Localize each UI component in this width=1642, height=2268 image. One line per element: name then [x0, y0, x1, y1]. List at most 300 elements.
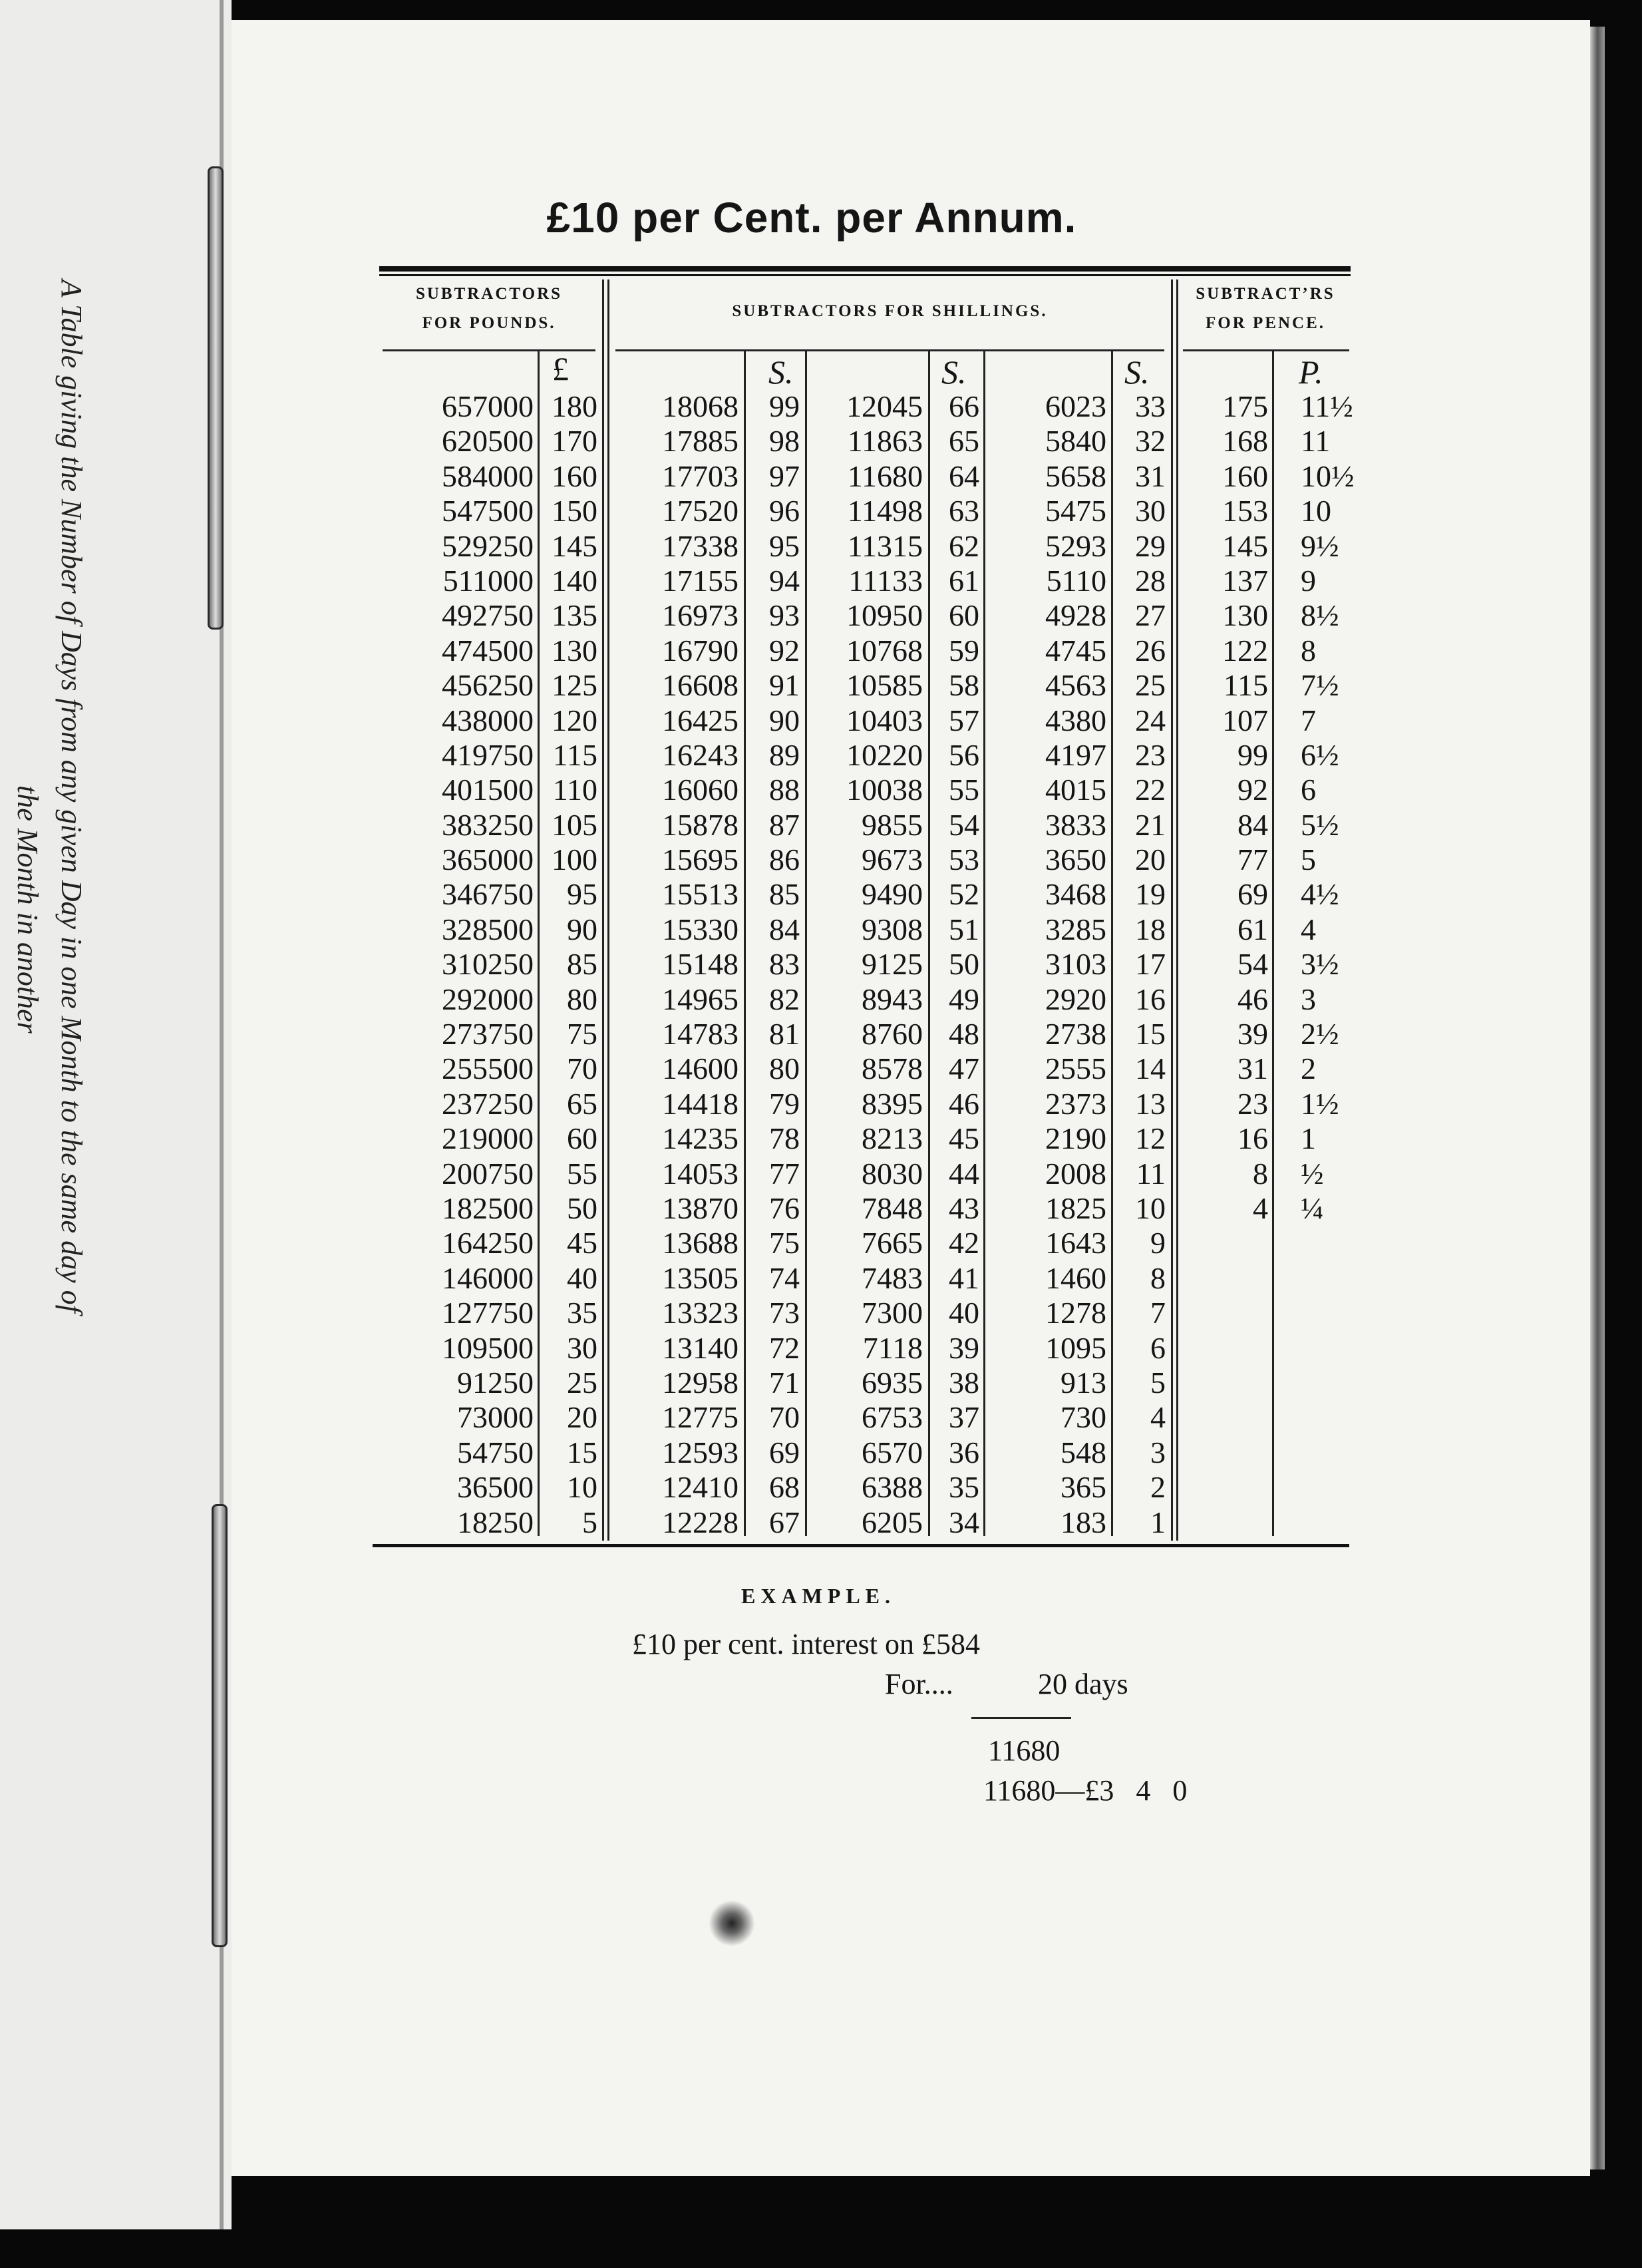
side-caption-line-2: the Month in another	[11, 785, 44, 1034]
pounds-amounts-cell: 25	[567, 1365, 597, 1400]
pounds-amounts-cell: 60	[567, 1121, 597, 1156]
pounds-subtractors-cell: 54750	[457, 1435, 534, 1469]
example-line-3: 11680	[988, 1734, 1061, 1767]
pence-subtractors-cell: 168	[1222, 424, 1268, 459]
shillings-2-amounts-cell: 65	[949, 424, 979, 459]
shillings-2-amounts-cell: 60	[949, 598, 979, 633]
shillings-2-subtractors-cell: 7483	[862, 1260, 923, 1295]
shillings-3-amounts-cell: 7	[1150, 1296, 1166, 1330]
shillings-3-amounts-cell: 33	[1135, 389, 1166, 423]
binding-stitch-upper	[208, 166, 224, 630]
pounds-amounts-cell: 150	[552, 494, 597, 528]
pence-amounts-cell: 10½	[1301, 459, 1355, 493]
pounds-amounts-cell: 110	[552, 773, 597, 807]
header-pence-line-1: SUBTRACT’RS	[1196, 285, 1335, 303]
pence-amounts-cell: 6	[1301, 773, 1316, 807]
shillings-3-subtractors-cell: 2738	[1045, 1017, 1106, 1051]
shillings-3-subtractors-cell: 3468	[1045, 877, 1106, 912]
shillings-3-amounts-cell: 18	[1135, 912, 1166, 946]
pence-subtractors-cell: 16	[1237, 1121, 1268, 1156]
shillings-2-subtractors-cell: 11498	[847, 494, 923, 528]
pence-amounts-cell: 8½	[1301, 598, 1339, 633]
shillings-2-amounts-cell: 61	[949, 563, 979, 598]
pounds-amounts-cell: 140	[552, 563, 597, 598]
shillings-3-amounts-cell: 3	[1150, 1435, 1166, 1469]
shillings-1-subtractors-cell: 16425	[662, 703, 739, 737]
pounds-subtractors-cell: 273750	[442, 1017, 534, 1051]
shillings-3-subtractors-cell: 5658	[1045, 459, 1106, 493]
shillings-2-subtractors-cell: 6570	[862, 1435, 923, 1469]
shillings-3-amounts-cell: 30	[1135, 494, 1166, 528]
table-bottom-rule	[373, 1544, 1349, 1547]
pounds-amounts-cell: 120	[552, 703, 597, 737]
pence-subtractors-cell: 39	[1237, 1017, 1268, 1051]
pounds-subtractors-cell: 529250	[442, 528, 534, 563]
pounds-amounts-cell: 10	[567, 1470, 597, 1505]
shillings-2-subtractors-cell: 8395	[862, 1086, 923, 1121]
shillings-3-subtractors-cell: 4015	[1045, 773, 1106, 807]
pounds-subtractors-cell: 346750	[442, 877, 534, 912]
shillings-1-subtractors-cell: 13140	[662, 1330, 739, 1365]
shillings-3-subtractors-cell: 5110	[1046, 563, 1106, 598]
divider-shillings-3-inner	[1111, 351, 1113, 1536]
shillings-2-subtractors-cell: 10768	[846, 633, 923, 667]
shillings-2-subtractor-column	[808, 389, 923, 1540]
shillings-3-subtractors-cell: 2008	[1045, 1156, 1106, 1191]
pence-amounts-cell: 8	[1301, 633, 1316, 667]
shillings-3-amounts-cell: 22	[1135, 773, 1166, 807]
pence-amounts-cell: 4	[1301, 912, 1316, 946]
shillings-2-amounts-cell: 48	[949, 1017, 979, 1051]
shillings-3-amounts-cell: 14	[1135, 1051, 1166, 1086]
shillings-2-subtractors-cell: 7848	[862, 1191, 923, 1225]
shillings-1-subtractors-cell: 12228	[662, 1505, 739, 1539]
shillings-3-subtractors-cell: 1643	[1045, 1226, 1106, 1260]
header-pounds-line-1: SUBTRACTORS	[415, 285, 563, 303]
shillings-2-amounts-cell: 37	[949, 1400, 979, 1435]
shillings-1-subtractors-cell: 12958	[662, 1365, 739, 1400]
pence-amounts-cell: 1	[1301, 1121, 1316, 1156]
pence-amounts-cell: 10	[1301, 494, 1331, 528]
shillings-2-amounts-cell: 49	[949, 982, 979, 1016]
pounds-amounts-cell: 170	[552, 424, 597, 459]
shillings-2-subtractors-cell: 11863	[847, 424, 923, 459]
pence-subtractors-cell: 160	[1222, 459, 1268, 493]
shillings-3-amounts-cell: 1	[1150, 1505, 1166, 1539]
shillings-2-amounts-cell: 53	[949, 843, 979, 877]
pounds-amounts-cell: 80	[567, 982, 597, 1016]
shillings-1-amounts-cell: 74	[769, 1260, 800, 1295]
pounds-amounts-cell: 125	[552, 668, 597, 703]
shillings-2-amounts-cell: 55	[949, 773, 979, 807]
shillings-2-subtractors-cell: 7665	[862, 1226, 923, 1260]
shillings-3-subtractors-cell: 183	[1061, 1505, 1106, 1539]
pounds-subtractors-cell: 310250	[442, 947, 534, 982]
pence-subtractors-cell: 145	[1222, 528, 1268, 563]
shillings-2-subtractors-cell: 9125	[862, 947, 923, 982]
shillings-2-subtractors-cell: 9308	[862, 912, 923, 946]
shillings-1-amounts-cell: 83	[769, 947, 800, 982]
shillings-2-amounts-cell: 43	[949, 1191, 979, 1225]
shillings-1-subtractors-cell: 18068	[662, 389, 739, 423]
example-for-label: For....	[885, 1668, 953, 1700]
pounds-subtractors-cell: 474500	[442, 633, 534, 667]
shillings-3-subtractors-cell: 4380	[1045, 703, 1106, 737]
shillings-2-amounts-cell: 44	[949, 1156, 979, 1191]
page-edge	[1590, 27, 1605, 2170]
pounds-amounts-cell: 15	[567, 1435, 597, 1469]
shillings-2-subtractors-cell: 7300	[862, 1296, 923, 1330]
shillings-3-amounts-cell: 20	[1135, 843, 1166, 877]
shillings-1-amounts-cell: 70	[769, 1400, 800, 1435]
pence-subtractors-cell: 175	[1222, 389, 1268, 423]
pence-subtractors-cell: 137	[1222, 563, 1268, 598]
shillings-3-subtractors-cell: 3650	[1045, 843, 1106, 877]
pounds-subtractors-cell: 109500	[442, 1330, 534, 1365]
pence-amounts-cell: 9½	[1301, 528, 1339, 563]
shillings-1-subtractors-cell: 14053	[662, 1156, 739, 1191]
shillings-3-amounts-cell: 17	[1135, 947, 1166, 982]
pounds-subtractors-cell: 492750	[442, 598, 534, 633]
pounds-amounts-cell: 20	[567, 1400, 597, 1435]
header-pounds	[383, 280, 595, 338]
side-caption-line-1: A Table giving the Number of Days from any given Day in one Month to the same day of	[55, 280, 88, 1313]
pence-amounts-cell: 3	[1301, 982, 1316, 1016]
unit-shilling-2: S.	[941, 353, 967, 391]
shillings-1-amounts-cell: 93	[769, 598, 800, 633]
shillings-1-amounts-cell: 88	[769, 773, 800, 807]
pence-subtractors-cell: 31	[1237, 1051, 1268, 1086]
shillings-3-amounts-cell: 9	[1150, 1226, 1166, 1260]
shillings-1-subtractors-cell: 12775	[662, 1400, 739, 1435]
shillings-1-amounts-cell: 94	[769, 563, 800, 598]
pence-subtractors-cell: 23	[1237, 1086, 1268, 1121]
pence-subtractors-cell: 130	[1222, 598, 1268, 633]
pounds-amounts-cell: 160	[552, 459, 597, 493]
divider-pounds-shillings-2	[607, 280, 609, 1541]
shillings-3-amounts-cell: 10	[1135, 1191, 1166, 1225]
shillings-3-amounts-cell: 19	[1135, 877, 1166, 912]
shillings-1-subtractors-cell: 16790	[662, 633, 739, 667]
shillings-2-subtractors-cell: 10403	[846, 703, 923, 737]
pence-amounts-cell: 3½	[1301, 947, 1339, 982]
shillings-2-amounts-cell: 57	[949, 703, 979, 737]
shillings-1-amounts-cell: 69	[769, 1435, 800, 1469]
shillings-2-subtractors-cell: 9673	[862, 843, 923, 877]
header-pence-line-2: FOR PENCE.	[1206, 314, 1325, 332]
shillings-3-subtractors-cell: 5840	[1045, 424, 1106, 459]
shillings-3-subtractors-cell: 548	[1061, 1435, 1106, 1469]
pence-amounts-cell: 11½	[1301, 389, 1353, 423]
shillings-3-subtractor-column	[988, 389, 1106, 1540]
pounds-subtractors-cell: 255500	[442, 1051, 534, 1086]
pence-subtractors-cell: 69	[1237, 877, 1268, 912]
shillings-3-subtractors-cell: 4928	[1045, 598, 1106, 633]
pounds-subtractors-cell: 219000	[442, 1121, 534, 1156]
shillings-3-amounts-cell: 2	[1150, 1470, 1166, 1505]
pence-amounts-cell: 5½	[1301, 807, 1339, 842]
pence-subtractors-cell: 84	[1237, 807, 1268, 842]
shillings-3-subtractors-cell: 6023	[1045, 389, 1106, 423]
side-caption	[0, 280, 93, 1597]
pence-amounts-cell: 5	[1301, 843, 1316, 877]
divider-shillings-pence	[1171, 280, 1173, 1541]
shillings-2-amounts-cell: 39	[949, 1330, 979, 1365]
shillings-2-amounts-cell: 64	[949, 459, 979, 493]
example-rule	[971, 1717, 1071, 1719]
shillings-2-amount-column	[930, 389, 979, 1540]
shillings-2-subtractors-cell: 11680	[847, 459, 923, 493]
shillings-3-amounts-cell: 21	[1135, 807, 1166, 842]
shillings-3-amounts-cell: 4	[1150, 1400, 1166, 1435]
shillings-3-amounts-cell: 29	[1135, 528, 1166, 563]
pounds-subtractor-column	[386, 389, 534, 1540]
pounds-amounts-cell: 100	[552, 843, 597, 877]
binding-stitch-lower	[212, 1504, 228, 1947]
divider-shillings-pence-2	[1176, 280, 1178, 1541]
example-days: 20 days	[1038, 1668, 1128, 1700]
shillings-1-subtractors-cell: 17155	[662, 563, 739, 598]
shillings-1-amounts-cell: 84	[769, 912, 800, 946]
shillings-1-amounts-cell: 78	[769, 1121, 800, 1156]
shillings-1-amounts-cell: 90	[769, 703, 800, 737]
pounds-amounts-cell: 145	[552, 528, 597, 563]
shillings-2-subtractors-cell: 6753	[862, 1400, 923, 1435]
shillings-3-amounts-cell: 15	[1135, 1017, 1166, 1051]
shillings-2-amounts-cell: 46	[949, 1086, 979, 1121]
shillings-3-amount-column	[1114, 389, 1166, 1540]
shillings-1-amounts-cell: 85	[769, 877, 800, 912]
shillings-1-amounts-cell: 72	[769, 1330, 800, 1365]
shillings-1-amounts-cell: 81	[769, 1017, 800, 1051]
shillings-1-amounts-cell: 73	[769, 1296, 800, 1330]
shillings-1-subtractors-cell: 17338	[662, 528, 739, 563]
shillings-2-subtractors-cell: 6935	[862, 1365, 923, 1400]
shillings-2-amounts-cell: 62	[949, 528, 979, 563]
pounds-amounts-cell: 50	[567, 1191, 597, 1225]
shillings-1-subtractors-cell: 17520	[662, 494, 739, 528]
pounds-amounts-cell: 85	[567, 947, 597, 982]
shillings-1-subtractors-cell: 15513	[662, 877, 739, 912]
pounds-amounts-cell: 40	[567, 1260, 597, 1295]
shillings-2-subtractors-cell: 8760	[862, 1017, 923, 1051]
pence-subtractors-cell: 54	[1237, 947, 1268, 982]
pounds-subtractors-cell: 620500	[442, 424, 534, 459]
pence-subtractors-cell: 92	[1237, 773, 1268, 807]
pounds-amounts-cell: 180	[552, 389, 597, 423]
pence-subtractors-cell: 46	[1237, 982, 1268, 1016]
pounds-subtractors-cell: 365000	[442, 843, 534, 877]
shillings-2-subtractors-cell: 6205	[862, 1505, 923, 1539]
header-pounds-line-2: FOR POUNDS.	[422, 314, 556, 332]
pounds-amounts-cell: 65	[567, 1086, 597, 1121]
pounds-subtractors-cell: 18250	[457, 1505, 534, 1539]
shillings-2-subtractors-cell: 10950	[846, 598, 923, 633]
pence-subtractors-cell: 122	[1222, 633, 1268, 667]
pounds-subtractors-cell: 383250	[442, 807, 534, 842]
shillings-3-amounts-cell: 25	[1135, 668, 1166, 703]
example-heading: EXAMPLE.	[741, 1584, 896, 1608]
shillings-2-subtractors-cell: 8030	[862, 1156, 923, 1191]
shillings-1-amounts-cell: 89	[769, 737, 800, 772]
shillings-1-subtractors-cell: 16243	[662, 737, 739, 772]
pounds-subtractors-cell: 237250	[442, 1086, 534, 1121]
shillings-3-subtractors-cell: 2190	[1045, 1121, 1106, 1156]
pounds-subtractors-cell: 438000	[442, 703, 534, 737]
shillings-2-subtractors-cell: 8943	[862, 982, 923, 1016]
divider-shillings-1-inner	[744, 351, 746, 1536]
pounds-amounts-cell: 75	[567, 1017, 597, 1051]
shillings-1-subtractors-cell: 14600	[662, 1051, 739, 1086]
shillings-2-subtractors-cell: 7118	[862, 1330, 923, 1365]
shillings-1-subtractors-cell: 14418	[662, 1086, 739, 1121]
unit-shilling-1: S.	[768, 353, 794, 391]
pence-amounts-cell: 7½	[1301, 668, 1339, 703]
shillings-1-subtractors-cell: 16973	[662, 598, 739, 633]
shillings-3-subtractors-cell: 5475	[1045, 494, 1106, 528]
shillings-1-amounts-cell: 76	[769, 1191, 800, 1225]
shillings-2-amounts-cell: 63	[949, 494, 979, 528]
pounds-amounts-cell: 70	[567, 1051, 597, 1086]
pounds-subtractors-cell: 73000	[457, 1400, 534, 1435]
shillings-2-amounts-cell: 54	[949, 807, 979, 842]
pounds-subtractors-cell: 511000	[442, 563, 534, 598]
shillings-2-amounts-cell: 36	[949, 1435, 979, 1469]
shillings-3-subtractors-cell: 3833	[1045, 807, 1106, 842]
shillings-3-subtractors-cell: 913	[1061, 1365, 1106, 1400]
shillings-1-subtractors-cell: 13870	[662, 1191, 739, 1225]
shillings-3-subtractors-cell: 2373	[1045, 1086, 1106, 1121]
shillings-2-subtractors-cell: 12045	[846, 389, 923, 423]
pounds-amounts-cell: 115	[552, 737, 597, 772]
header-rule-pence	[1183, 349, 1349, 351]
pence-amounts-cell: 6½	[1301, 737, 1339, 772]
shillings-2-subtractors-cell: 10585	[846, 668, 923, 703]
shillings-3-amounts-cell: 26	[1135, 633, 1166, 667]
shillings-3-amounts-cell: 31	[1135, 459, 1166, 493]
pence-subtractors-cell: 77	[1237, 843, 1268, 877]
shillings-2-amounts-cell: 56	[949, 737, 979, 772]
pounds-amount-column	[540, 389, 597, 1540]
pounds-subtractors-cell: 657000	[442, 389, 534, 423]
shillings-1-amounts-cell: 97	[769, 459, 800, 493]
pounds-subtractors-cell: 456250	[442, 668, 534, 703]
shillings-3-subtractors-cell: 4197	[1045, 737, 1106, 772]
header-pence	[1179, 280, 1352, 338]
shillings-1-amounts-cell: 98	[769, 424, 800, 459]
pence-amounts-cell: 2½	[1301, 1017, 1339, 1051]
pounds-subtractors-cell: 547500	[442, 494, 534, 528]
shillings-1-subtractors-cell: 14783	[662, 1017, 739, 1051]
shillings-1-subtractors-cell: 13323	[662, 1296, 739, 1330]
shillings-3-amounts-cell: 27	[1135, 598, 1166, 633]
shillings-2-subtractors-cell: 8578	[862, 1051, 923, 1086]
shillings-2-amounts-cell: 51	[949, 912, 979, 946]
pounds-subtractors-cell: 164250	[442, 1226, 534, 1260]
shillings-2-amounts-cell: 52	[949, 877, 979, 912]
pounds-amounts-cell: 95	[567, 877, 597, 912]
shillings-3-subtractors-cell: 4745	[1045, 633, 1106, 667]
pounds-amounts-cell: 30	[567, 1330, 597, 1365]
shillings-3-subtractors-cell: 1095	[1045, 1330, 1106, 1365]
table-top-rule-thin	[379, 274, 1351, 276]
shillings-3-amounts-cell: 5	[1150, 1365, 1166, 1400]
shillings-3-subtractors-cell: 1278	[1045, 1296, 1106, 1330]
shillings-3-amounts-cell: 8	[1150, 1260, 1166, 1295]
shillings-3-amounts-cell: 32	[1135, 424, 1166, 459]
pounds-amounts-cell: 5	[582, 1505, 597, 1539]
shillings-1-subtractor-column	[619, 389, 739, 1540]
ink-blot	[709, 1900, 755, 1947]
pounds-subtractors-cell: 401500	[442, 773, 534, 807]
pence-amounts-cell: 1½	[1301, 1086, 1339, 1121]
shillings-3-amounts-cell: 24	[1135, 703, 1166, 737]
pence-subtractors-cell: 99	[1237, 737, 1268, 772]
shillings-3-amounts-cell: 11	[1136, 1156, 1166, 1191]
pence-subtractors-cell: 4	[1253, 1191, 1268, 1225]
shillings-1-subtractors-cell: 16608	[662, 668, 739, 703]
shillings-2-subtractors-cell: 11315	[847, 528, 923, 563]
shillings-1-amounts-cell: 96	[769, 494, 800, 528]
shillings-3-subtractors-cell: 2555	[1045, 1051, 1106, 1086]
shillings-1-subtractors-cell: 15330	[662, 912, 739, 946]
shillings-1-subtractors-cell: 14235	[662, 1121, 739, 1156]
divider-shillings-1-2	[805, 351, 807, 1536]
pence-amounts-cell: 2	[1301, 1051, 1316, 1086]
pounds-subtractors-cell: 419750	[442, 737, 534, 772]
shillings-3-amounts-cell: 23	[1135, 737, 1166, 772]
shillings-1-subtractors-cell: 16060	[662, 773, 739, 807]
shillings-2-amounts-cell: 38	[949, 1365, 979, 1400]
shillings-1-subtractors-cell: 17703	[662, 459, 739, 493]
shillings-1-subtractors-cell: 15695	[662, 843, 739, 877]
divider-shillings-2-3	[983, 351, 985, 1536]
pounds-subtractors-cell: 146000	[442, 1260, 534, 1295]
header-rule-shillings	[615, 349, 1164, 351]
shillings-3-amounts-cell: 13	[1135, 1086, 1166, 1121]
shillings-2-subtractors-cell: 8213	[862, 1121, 923, 1156]
shillings-1-amounts-cell: 87	[769, 807, 800, 842]
shillings-2-amounts-cell: 42	[949, 1226, 979, 1260]
shillings-2-amounts-cell: 40	[949, 1296, 979, 1330]
pounds-subtractors-cell: 200750	[442, 1156, 534, 1191]
unit-pound: £	[552, 350, 569, 387]
page-title: £10 per Cent. per Annum.	[546, 194, 1077, 242]
pence-subtractor-column	[1184, 389, 1268, 1226]
pounds-subtractors-cell: 328500	[442, 912, 534, 946]
shillings-3-subtractors-cell: 730	[1061, 1400, 1106, 1435]
shillings-3-amounts-cell: 6	[1150, 1330, 1166, 1365]
shillings-1-amounts-cell: 67	[769, 1505, 800, 1539]
shillings-1-amounts-cell: 68	[769, 1470, 800, 1505]
shillings-1-amounts-cell: 75	[769, 1226, 800, 1260]
shillings-1-subtractors-cell: 14965	[662, 982, 739, 1016]
shillings-2-amounts-cell: 59	[949, 633, 979, 667]
shillings-1-subtractors-cell: 13688	[662, 1226, 739, 1260]
shillings-1-amounts-cell: 82	[769, 982, 800, 1016]
shillings-3-subtractors-cell: 3285	[1045, 912, 1106, 946]
divider-pounds-inner	[538, 351, 540, 1536]
pence-amounts-cell: 9	[1301, 563, 1316, 598]
pounds-amounts-cell: 105	[552, 807, 597, 842]
pence-amounts-cell: 7	[1301, 703, 1316, 737]
shillings-3-amounts-cell: 28	[1135, 563, 1166, 598]
shillings-2-amounts-cell: 45	[949, 1121, 979, 1156]
pence-subtractors-cell: 8	[1253, 1156, 1268, 1191]
example-line-1: £10 per cent. interest on £584	[632, 1628, 980, 1660]
shillings-1-amounts-cell: 79	[769, 1086, 800, 1121]
shillings-2-amounts-cell: 47	[949, 1051, 979, 1086]
